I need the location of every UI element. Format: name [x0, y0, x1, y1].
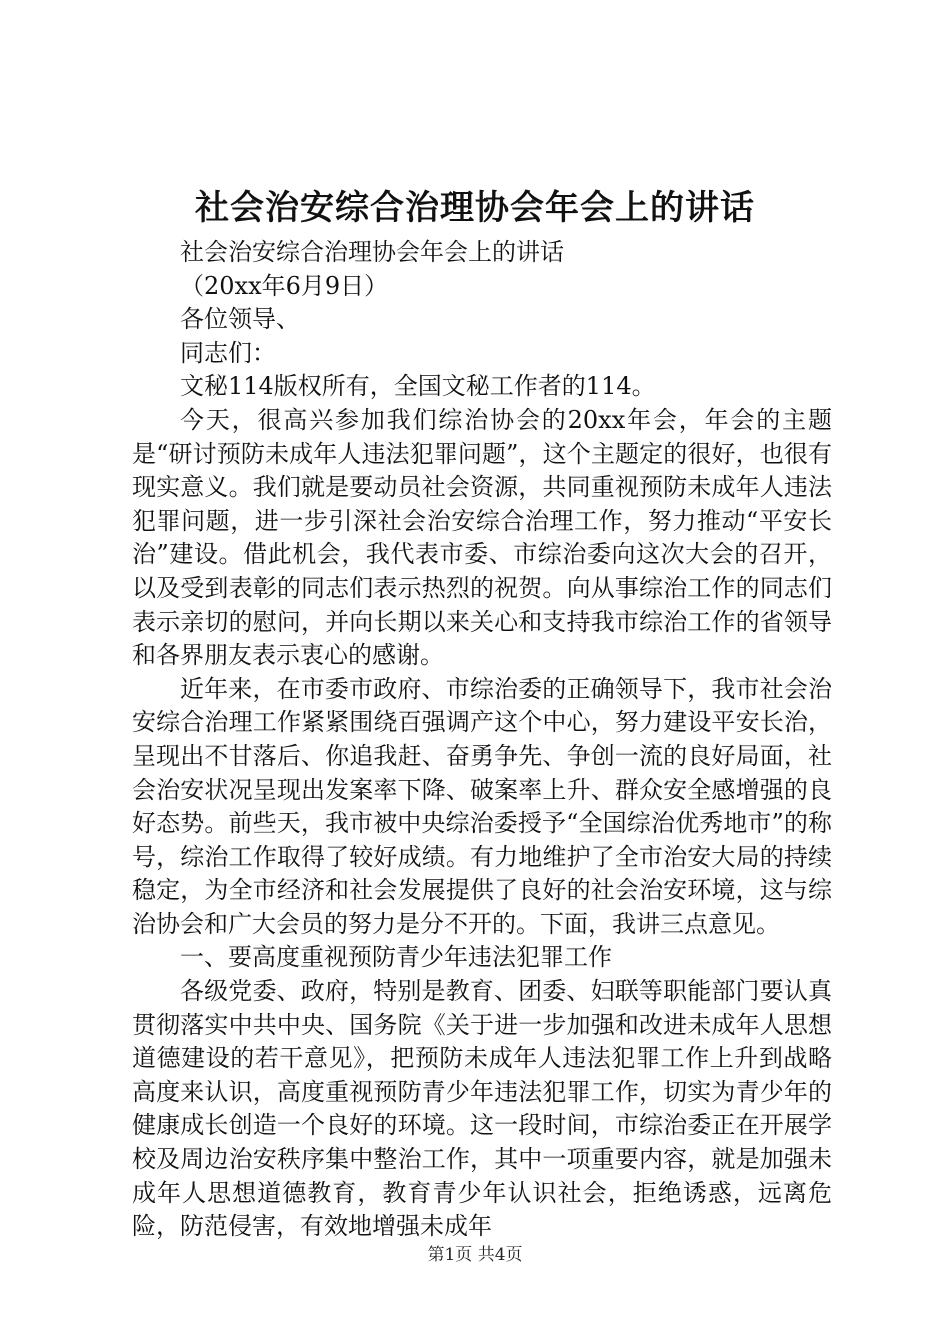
- copyright-line: 文秘114版权所有，全国文秘工作者的114。: [180, 372, 656, 401]
- document-body: [132, 236, 832, 1244]
- body-paragraph: 今天，很高兴参加我们综治协会的20xx年会，年会的主题是“研讨预防未成年人违法犯罪问题”，这个主题定的很好，也很有现实意义。我们就是要动员社会资源，共同重视预防未成年人违法犯罪问题，进一步引深社会治安综合治理工作，努力推动“平安长治”建设。借此机会，我代表市委、市综治委向这次大会的召开，以及受到表彰的同志们表示热烈的祝贺。向从事综治工作的同志们表示亲切的慰问，并向长期以来关心和支持我市综治工作的省领导和各界朋友表示衷心的感谢。: [132, 405, 832, 670]
- salutation-line-1: 各位领导、: [180, 305, 300, 334]
- date-line: （20xx年6月9日）: [180, 271, 389, 300]
- body-paragraph: 近年来，在市委市政府、市综治委的正确领导下，我市社会治安综合治理工作紧紧围绕百强调产这个中心，努力建设平安长治，呈现出不甘落后、你追我赶、奋勇争先、争创一流的良好局面，社会治安状况呈现出发案率下降、破案率上升、群众安全感增强的良好态势。前些天，我市被中央综治委授予“全国综治优秀地市”的称号，综治工作取得了较好成绩。有力地维护了全市治安大局的持续稳定，为全市经济和社会发展提供了良好的社会治安环境，这与综治协会和广大会员的努力是分不开的。下面，我讲三点意见。: [132, 674, 832, 938]
- page-number: 第1页 共4页: [427, 1245, 523, 1265]
- subtitle-line: 社会治安综合治理协会年会上的讲话: [180, 238, 564, 266]
- document-title: 社会治安综合治理协会年会上的讲话: [195, 188, 755, 228]
- salutation-line-2: 同志们：: [180, 338, 276, 367]
- body-paragraph: 各级党委、政府，特别是教育、团委、妇联等职能部门要认真贯彻落实中共中央、国务院《关于进一步加强和改进未成年人思想道德建设的若干意见》，把预防未成年人违法犯罪工作上升到战略高度来认识，高度重视预防青少年违法犯罪工作，切实为青少年的健康成长创造一个良好的环境。这一段时间，市综治委正在开展学校及周边治安秩序集中整治工作，其中一项重要内容，就是加强未成年人思想道德教育，教育青少年认识社会，拒绝诱惑，远离危险，防范侵害，有效地增强未成年: [132, 977, 832, 1241]
- section-heading: 一、要高度重视预防青少年违法犯罪工作: [180, 943, 612, 972]
